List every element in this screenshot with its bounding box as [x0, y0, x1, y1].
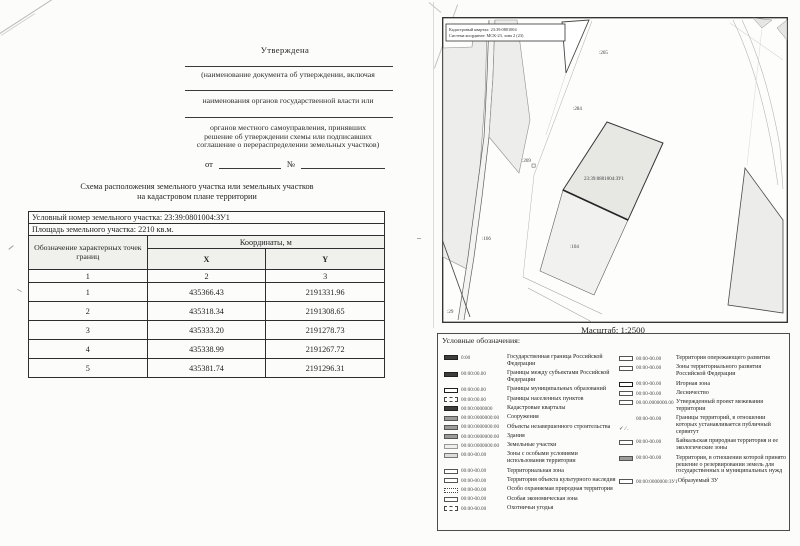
legend-item: 00:00:00.00 Границы населенных пунктов: [444, 396, 616, 403]
state-border-symbol: [444, 355, 458, 360]
legend-item: 00:00:00.00 Границы между субъектами Российской Федерации: [444, 370, 616, 384]
legend-right-column: [619, 355, 787, 485]
economic-zone-symbol: [444, 497, 458, 502]
parcel-label-166: :166: [482, 237, 491, 242]
legend-item: ✓ ∕ . 00:00-00.00 Границы территорий, в отношении которых устанавливается публичный сервитут: [619, 415, 787, 436]
legend-item: 00:00:00.00 Границы муниципальных образований: [444, 386, 616, 393]
y-cell: 2191308.65: [266, 302, 385, 321]
table-row: [29, 283, 385, 302]
legend-left-column: [444, 354, 616, 512]
approval-caption-2: наименования органов государственной власти или: [202, 96, 374, 105]
approval-caption-1: (наименование документа об утверждении, включая: [201, 70, 375, 79]
document-title-line2: на кадастровом плане территории: [137, 191, 257, 201]
coordinates-table: [28, 211, 385, 378]
territorial-development-symbol: [619, 366, 633, 371]
y-cell: 2191278.73: [266, 321, 385, 340]
y-column-header: Y: [266, 249, 385, 270]
x-cell: 435381.74: [147, 359, 266, 378]
legend-heading: Условные обозначения:: [442, 336, 520, 345]
legend-item: 00:00-00.00 Байкальская природная территория и ее экологические зоны: [619, 438, 787, 452]
point-number-cell: 5: [29, 359, 148, 378]
number-blank-line: [301, 160, 385, 169]
x-cell: 435333.20: [147, 321, 266, 340]
date-blank-line: [219, 160, 281, 169]
legend-item: 00:00:0000000:ЗУ1 Образуемый ЗУ: [619, 478, 787, 485]
index-cell: 3: [266, 270, 385, 283]
legend-item: 00:00-00.00 Охотничьи угодья: [444, 505, 616, 512]
signature-line: [185, 66, 393, 67]
x-column-header: X: [147, 249, 266, 270]
cultural-heritage-symbol: [444, 478, 458, 483]
table-row: [29, 359, 385, 378]
settlement-border-symbol: [444, 397, 458, 402]
map-info-line1: Кадастровый квартал: 23:39:0801004: [449, 27, 517, 32]
cadastral-quarter-symbol: [444, 406, 458, 411]
point-number-cell: 4: [29, 340, 148, 359]
servitude-boundary-marks-icon: [619, 417, 633, 422]
subject-border-symbol: [444, 372, 458, 377]
legend-item: 00:00-00.00 Территория, в отношении которой принято решение о резервировании земель для государственных и муниципальных нужд: [619, 455, 787, 476]
approval-caption-3a: органов местного самоуправления, принявших: [209, 123, 367, 132]
legend-item: 00:00-00.00 Зоны с особыми условиями использования территории: [444, 451, 616, 465]
index-cell: 2: [147, 270, 266, 283]
legend-item: 00.00.0000000.00 Утвержденный проект межевания территории: [619, 399, 787, 413]
legend-item: 00:00-00.00 Территориальная зона: [444, 468, 616, 475]
y-cell: 2191296.31: [266, 359, 385, 378]
legend-item: 00:00-00.00 Зоны территориального развития Российской Федерации: [619, 364, 787, 378]
scan-artifact: [17, 289, 22, 292]
legend-item: 00:00-00.00 Особо охраняемая природная территория: [444, 486, 616, 493]
protected-nature-symbol: [444, 488, 458, 493]
land-reservation-symbol: [619, 456, 633, 461]
priority-development-symbol: [619, 356, 633, 361]
legend-item: 00:00-00.00 Территория объекта культурного наследия: [444, 477, 616, 484]
legend-item: 00:00-00.00 Особая экономическая зона: [444, 496, 616, 503]
construction-symbol: [444, 416, 458, 421]
approved-label: Утверждена: [260, 45, 310, 55]
parcel-label-29: :29: [447, 310, 454, 315]
legend-item: 00:00:0000000:00 Земельные участки: [444, 442, 616, 449]
legend-item: 00:00:0000000:00 Здания: [444, 433, 616, 440]
points-column-header: Обозначение характерных точек границ: [29, 236, 148, 270]
gambling-zone-symbol: [619, 382, 633, 387]
legend-item: 0:00 Государственная граница Российской Федерации: [444, 354, 616, 368]
approval-caption-3b: решение об утверждении схемы или подписавших: [204, 131, 372, 141]
land-parcel-symbol: [444, 444, 458, 449]
point-number-cell: 1: [29, 283, 148, 302]
municipal-border-symbol: [444, 388, 458, 393]
cadastral-plan-map: [442, 17, 788, 323]
unfinished-object-symbol: [444, 425, 458, 430]
legend-item: 00:00-00.00 Игорная зона: [619, 381, 787, 388]
y-cell: 2191331.96: [266, 283, 385, 302]
point-number-cell: 2: [29, 302, 148, 321]
approval-caption-3c: соглашение о перераспределении земельных участков): [196, 140, 380, 149]
legend-item: 00:00:0000000:00 Сооружения: [444, 414, 616, 421]
document-title-line1: Схема расположения земельного участка или земельных участков: [80, 182, 314, 191]
legend-item: 00:00-00.00 Территория опережающего развития: [619, 355, 787, 362]
point-number-cell: 3: [29, 321, 148, 340]
map-info-line2: Система координат: МСК-23, зона 2 (23): [449, 33, 524, 38]
x-cell: 435318.34: [147, 302, 266, 321]
special-use-zone-symbol: [444, 453, 458, 458]
scan-artifact: [417, 238, 421, 239]
legend-item: 00:00:0000000 Кадастровые кварталы: [444, 405, 616, 412]
forestry-symbol: [619, 391, 633, 396]
baikal-territory-symbol: [619, 440, 633, 445]
index-cell: 1: [29, 270, 148, 283]
parcel-label-zu1: 23:39:0801004:ЗУ1: [583, 177, 625, 182]
building-symbol: [444, 434, 458, 439]
legend-item: 00:00-00.00 Лесничество: [619, 390, 787, 397]
coords-column-header: Координаты, м: [147, 236, 384, 249]
table-row: [29, 321, 385, 340]
number-sign: №: [286, 159, 296, 169]
approved-survey-project-symbol: [619, 400, 633, 405]
map-scale-label: Масштаб: 1:2500: [581, 325, 645, 335]
document-title: [80, 182, 313, 201]
date-number-row: [205, 159, 385, 169]
area-cell: Площадь земельного участка: 2210 кв.м.: [29, 224, 385, 236]
x-cell: 435338.99: [147, 340, 266, 359]
from-label: от: [205, 159, 213, 169]
hunting-grounds-symbol: [444, 506, 458, 511]
x-cell: 435366.43: [147, 283, 266, 302]
legend-item: 00:00:0000000:00 Объекты незавершенного строительства: [444, 424, 616, 431]
territorial-zone-symbol: [444, 469, 458, 474]
formed-parcel-symbol: [619, 479, 633, 484]
table-row: [29, 302, 385, 321]
scan-artifact: [433, 2, 434, 328]
parcel-label-269: :269: [522, 159, 531, 164]
parcel-label-104: :104: [570, 245, 579, 250]
parcel-label-265: :265: [599, 51, 608, 56]
signature-line: [185, 117, 393, 118]
signature-line: [185, 90, 393, 91]
conditional-number-cell: Условный номер земельного участка: 23:39:0801004:ЗУ1: [29, 212, 385, 224]
scan-artifact: [1, 13, 35, 36]
table-row: [29, 340, 385, 359]
scan-artifact: [8, 245, 13, 250]
y-cell: 2191267.72: [266, 340, 385, 359]
scan-artifact: [429, 2, 442, 13]
legend-box: [437, 333, 790, 531]
parcel-label-284: :284: [573, 107, 582, 112]
